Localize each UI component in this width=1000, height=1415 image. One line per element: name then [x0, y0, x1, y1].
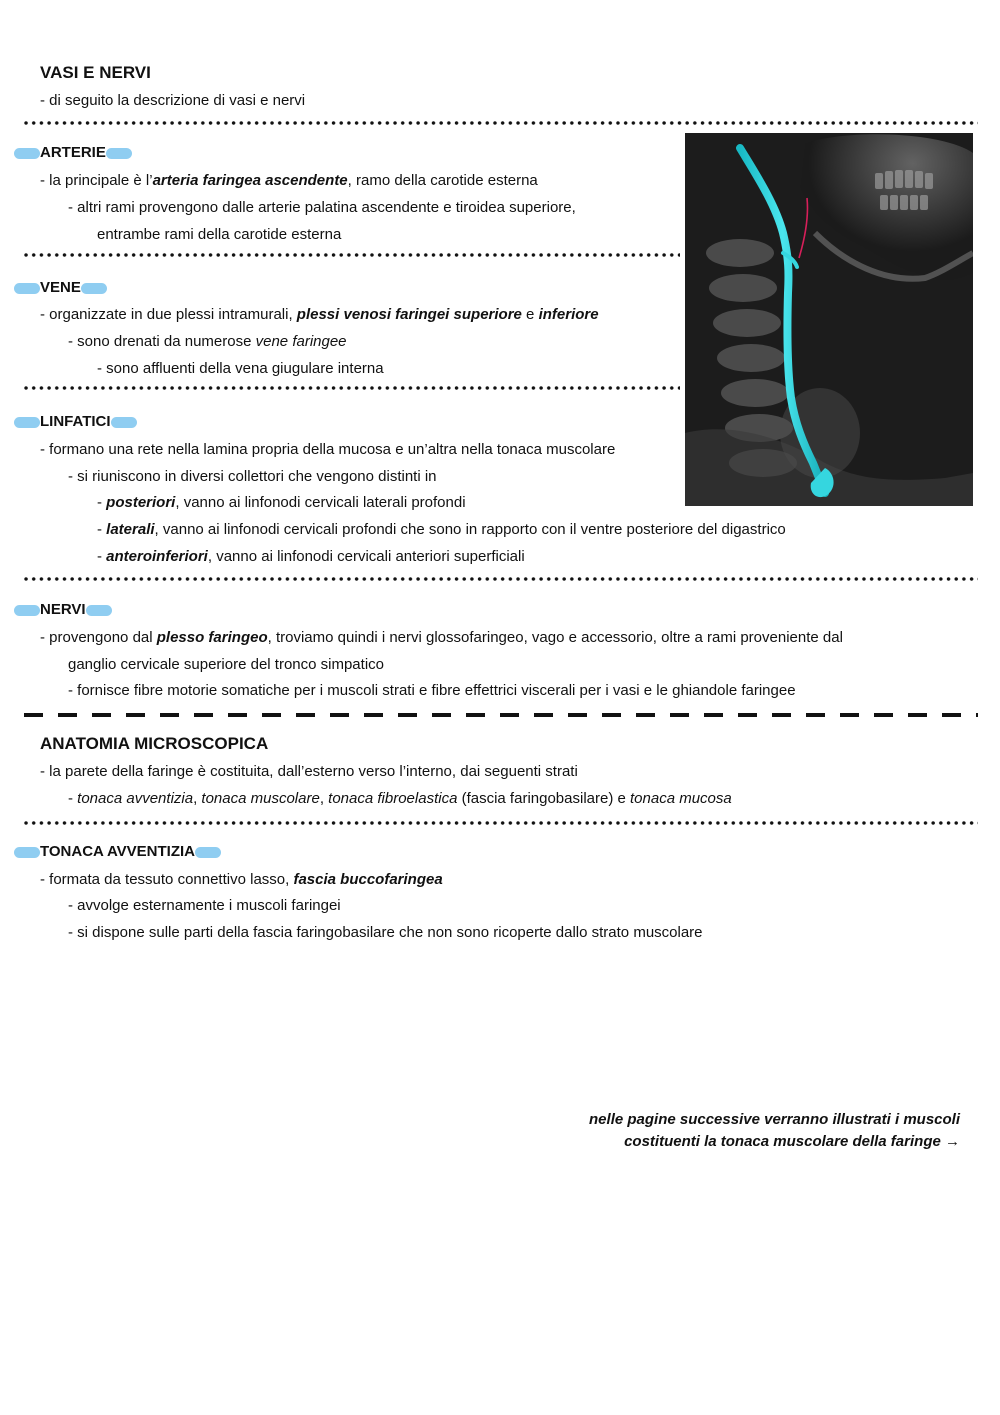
pill-marker-right [106, 148, 132, 159]
pill-marker-left [14, 283, 40, 294]
avventizia-line-3: - si dispone sulle parti della fascia faringobasilare che non sono ricoperte dallo strato muscolare [68, 924, 703, 941]
dashed-divider [24, 713, 978, 717]
arterie-line-3: entrambe rami della carotide esterna [97, 226, 342, 243]
neck-skull-render [685, 133, 973, 506]
pill-marker-left [14, 847, 40, 858]
subheading-label: TONACA AVVENTIZIA [40, 843, 196, 860]
pill-marker-right [111, 417, 137, 428]
nervi-line-3: - fornisce fibre motorie somatiche per i muscoli strati e fibre effettrici viscerali per i vasi e le ghiandole faringee [68, 682, 796, 699]
vene-line-1: - organizzate in due plessi intramurali, plessi venosi faringei superiore e inferiore [40, 306, 599, 323]
linfatici-line-2: - si riuniscono in diversi collettori che vengono distinti in [68, 468, 437, 485]
dotted-divider [24, 577, 978, 581]
avventizia-line-1: - formata da tessuto connettivo lasso, fascia buccofaringea [40, 871, 443, 888]
pill-marker-right [86, 605, 112, 616]
avventizia-line-2: - avvolge esternamente i muscoli faringei [68, 897, 341, 914]
pill-marker-left [14, 417, 40, 428]
linfatici-line-5: - anteroinferiori, vanno ai linfonodi cervicali anteriori superficiali [97, 548, 525, 565]
arterie-line-2: - altri rami provengono dalle arterie palatina ascendente e tiroidea superiore, [68, 199, 576, 216]
anatomical-illustration [685, 133, 973, 506]
subheading-nervi [14, 600, 112, 620]
dotted-divider [24, 386, 680, 390]
intro-line: - di seguito la descrizione di vasi e nervi [40, 92, 306, 109]
subheading-tonaca-avventizia [14, 842, 221, 862]
subheading-linfatici [14, 412, 137, 432]
linfatici-line-4: - laterali, vanno ai linfonodi cervicali profondi che sono in rapporto con il ventre posteriore del digastrico [97, 521, 786, 538]
linfatici-line-1: - formano una rete nella lamina propria della mucosa e un’altra nella tonaca muscolare [40, 441, 616, 458]
vene-line-2: - sono drenati da numerose vene faringee [68, 333, 347, 350]
arterie-line-1: - la principale è l’arteria faringea ascendente, ramo della carotide esterna [40, 172, 538, 189]
subheading-vene [14, 278, 107, 298]
pill-marker-left [14, 148, 40, 159]
vene-line-3: - sono affluenti della vena giugulare interna [97, 360, 384, 377]
section-title-vasi-e-nervi: VASI E NERVI [40, 63, 151, 82]
next-pages-note [589, 1109, 960, 1153]
next-pages-note-line-2: costituenti la tonaca muscolare della faringe → [624, 1133, 960, 1150]
section-title-anatomia-microscopica: ANATOMIA MICROSCOPICA [40, 734, 269, 753]
anatomia-line-2: - tonaca avventizia, tonaca muscolare, tonaca fibroelastica (fascia faringobasilare) e tonaca mucosa [68, 790, 732, 807]
linfatici-line-3: - posteriori, vanno ai linfonodi cervicali laterali profondi [97, 494, 466, 511]
dotted-divider [24, 821, 978, 825]
next-pages-note-line-1: nelle pagine successive verranno illustrati i muscoli [589, 1111, 960, 1128]
anatomia-line-1: - la parete della faringe è costituita, dall’esterno verso l’interno, dai seguenti strati [40, 763, 578, 780]
subheading-arterie [14, 143, 132, 163]
nervi-line-2: ganglio cervicale superiore del tronco simpatico [68, 656, 384, 673]
subheading-label: LINFATICI [40, 413, 111, 430]
pill-marker-right [81, 283, 107, 294]
nervi-line-1: - provengono dal plesso faringeo, troviamo quindi i nervi glossofaringeo, vago e accessorio, oltre a rami proveniente dal [40, 629, 843, 646]
subheading-label: VENE [40, 279, 81, 296]
subheading-label: ARTERIE [40, 144, 106, 161]
dotted-divider [24, 121, 978, 125]
pill-marker-right [195, 847, 221, 858]
pill-marker-left [14, 605, 40, 616]
subheading-label: NERVI [40, 601, 86, 618]
dotted-divider [24, 253, 680, 257]
